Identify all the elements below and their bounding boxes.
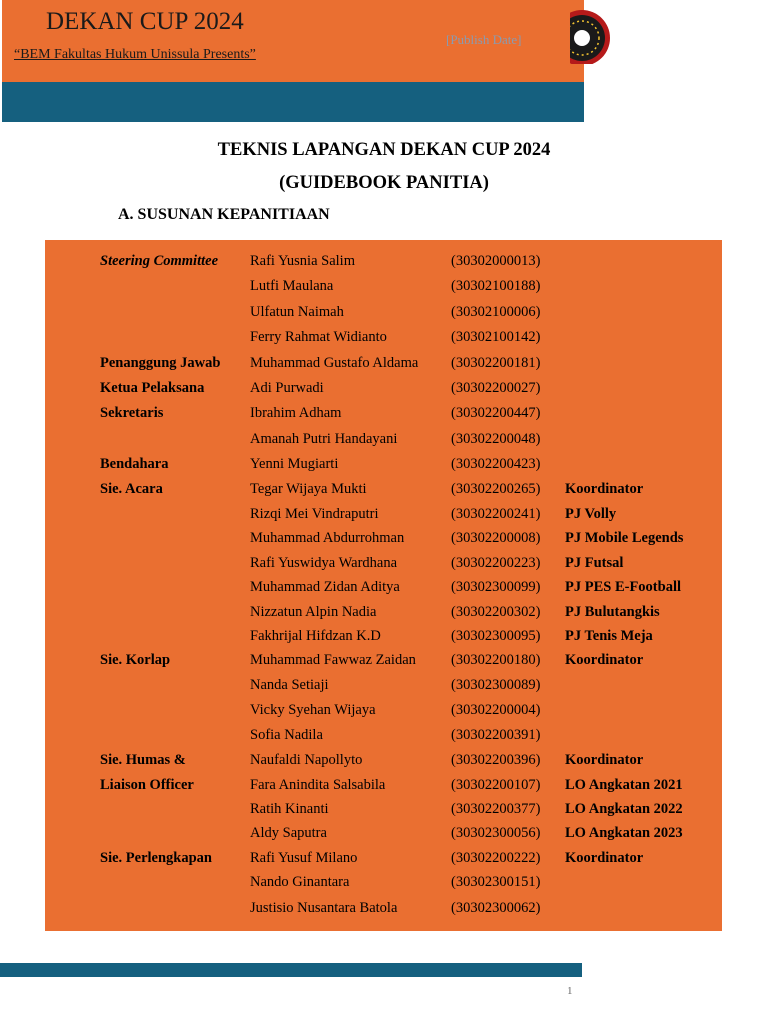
member-name: Muhammad Zidan Aditya bbox=[250, 579, 400, 595]
committee-table bbox=[45, 240, 722, 931]
member-nim: (30302200423) bbox=[451, 456, 541, 472]
committee-row bbox=[45, 329, 722, 351]
member-name: Fakhrijal Hifdzan K.D bbox=[250, 628, 381, 644]
committee-row bbox=[45, 604, 722, 626]
member-role: Koordinator bbox=[565, 481, 644, 497]
member-name: Ferry Rahmat Widianto bbox=[250, 329, 387, 345]
header-stripe bbox=[2, 82, 584, 122]
presents-subtitle: “BEM Fakultas Hukum Unissula Presents” bbox=[14, 47, 256, 62]
member-name: Yenni Mugiarti bbox=[250, 456, 339, 472]
member-role: PJ Bulutangkis bbox=[565, 604, 660, 620]
member-nim: (30302100142) bbox=[451, 329, 541, 345]
member-name: Ratih Kinanti bbox=[250, 801, 329, 817]
member-name: Tegar Wijaya Mukti bbox=[250, 481, 367, 497]
committee-row bbox=[45, 900, 722, 922]
committee-row bbox=[45, 850, 722, 872]
member-nim: (30302300056) bbox=[451, 825, 541, 841]
member-role: PJ Volly bbox=[565, 506, 617, 522]
division-label: Sie. Acara bbox=[100, 481, 163, 497]
committee-row bbox=[45, 530, 722, 552]
member-nim: (30302200396) bbox=[451, 752, 541, 768]
member-nim: (30302200180) bbox=[451, 652, 541, 668]
member-nim: (30302200008) bbox=[451, 530, 541, 546]
member-nim: (30302300062) bbox=[451, 900, 541, 916]
member-role: Koordinator bbox=[565, 850, 644, 866]
logo-emblem bbox=[570, 4, 612, 64]
member-name: Sofia Nadila bbox=[250, 727, 323, 743]
section-heading: A. SUSUNAN KEPANITIAAN bbox=[118, 206, 330, 223]
committee-row bbox=[45, 579, 722, 601]
member-nim: (30302100006) bbox=[451, 304, 541, 320]
member-nim: (30302200181) bbox=[451, 355, 541, 371]
division-label: Sie. Korlap bbox=[100, 652, 171, 668]
committee-row bbox=[45, 304, 722, 326]
member-nim: (30302300089) bbox=[451, 677, 541, 693]
member-role: PJ Tenis Meja bbox=[565, 628, 653, 644]
member-nim: (30302200027) bbox=[451, 380, 541, 396]
committee-row bbox=[45, 481, 722, 503]
committee-row bbox=[45, 278, 722, 300]
member-nim: (30302200048) bbox=[451, 431, 541, 447]
committee-row bbox=[45, 506, 722, 528]
member-nim: (30302200004) bbox=[451, 702, 541, 718]
page-number: 1 bbox=[567, 985, 573, 997]
member-nim: (30302000013) bbox=[451, 253, 541, 269]
member-name: Ibrahim Adham bbox=[250, 405, 342, 421]
footer-stripe bbox=[0, 963, 582, 977]
division-label: Penanggung Jawab bbox=[100, 355, 221, 371]
committee-row bbox=[45, 652, 722, 674]
member-role: Koordinator bbox=[565, 752, 644, 768]
member-nim: (30302200302) bbox=[451, 604, 541, 620]
member-name: Fara Anindita Salsabila bbox=[250, 777, 386, 793]
member-nim: (30302200222) bbox=[451, 850, 541, 866]
committee-row bbox=[45, 555, 722, 577]
committee-row bbox=[45, 253, 722, 275]
committee-row bbox=[45, 677, 722, 699]
member-name: Rizqi Mei Vindraputri bbox=[250, 506, 379, 522]
member-name: Nizzatun Alpin Nadia bbox=[250, 604, 377, 620]
member-name: Muhammad Gustafo Aldama bbox=[250, 355, 419, 371]
committee-row bbox=[45, 405, 722, 427]
member-nim: (30302300099) bbox=[451, 579, 541, 595]
member-nim: (30302200391) bbox=[451, 727, 541, 743]
member-role: PJ Mobile Legends bbox=[565, 530, 684, 546]
division-label: Ketua Pelaksana bbox=[100, 380, 205, 396]
committee-row bbox=[45, 380, 722, 402]
committee-row bbox=[45, 431, 722, 453]
member-name: Rafi Yuswidya Wardhana bbox=[250, 555, 398, 571]
member-nim: (30302200265) bbox=[451, 481, 541, 497]
member-nim: (30302300095) bbox=[451, 628, 541, 644]
main-title: TEKNIS LAPANGAN DEKAN CUP 2024 bbox=[217, 140, 551, 160]
member-name: Ulfatun Naimah bbox=[250, 304, 344, 320]
committee-row bbox=[45, 727, 722, 749]
member-nim: (30302200377) bbox=[451, 801, 541, 817]
division-label: Liaison Officer bbox=[100, 777, 194, 793]
committee-row bbox=[45, 702, 722, 724]
member-role: PJ Futsal bbox=[565, 555, 624, 571]
member-role: LO Angkatan 2023 bbox=[565, 825, 683, 841]
member-name: Rafi Yusuf Milano bbox=[250, 850, 358, 866]
division-label: Sekretaris bbox=[100, 405, 164, 421]
member-role: Koordinator bbox=[565, 652, 644, 668]
division-label: Bendahara bbox=[100, 456, 169, 472]
document-title: DEKAN CUP 2024 bbox=[46, 8, 244, 35]
member-role: LO Angkatan 2021 bbox=[565, 777, 683, 793]
committee-row bbox=[45, 752, 722, 774]
member-name: Vicky Syehan Wijaya bbox=[250, 702, 376, 718]
committee-row bbox=[45, 874, 722, 896]
member-nim: (30302100188) bbox=[451, 278, 541, 294]
member-name: Nando Ginantara bbox=[250, 874, 350, 890]
main-subtitle: (GUIDEBOOK PANITIA) bbox=[279, 173, 489, 193]
member-name: Amanah Putri Handayani bbox=[250, 431, 398, 447]
committee-row bbox=[45, 355, 722, 377]
member-name: Justisio Nusantara Batola bbox=[250, 900, 398, 916]
member-nim: (30302200447) bbox=[451, 405, 541, 421]
member-name: Lutfi Maulana bbox=[250, 278, 334, 294]
member-name: Adi Purwadi bbox=[250, 380, 324, 396]
division-label: Steering Committee bbox=[100, 253, 219, 269]
committee-row bbox=[45, 628, 722, 650]
member-nim: (30302200107) bbox=[451, 777, 541, 793]
committee-row bbox=[45, 777, 722, 799]
member-name: Rafi Yusnia Salim bbox=[250, 253, 355, 269]
member-nim: (30302200241) bbox=[451, 506, 541, 522]
division-label: Sie. Perlengkapan bbox=[100, 850, 212, 866]
member-role: LO Angkatan 2022 bbox=[565, 801, 683, 817]
member-nim: (30302200223) bbox=[451, 555, 541, 571]
member-name: Muhammad Fawwaz Zaidan bbox=[250, 652, 416, 668]
member-nim: (30302300151) bbox=[451, 874, 541, 890]
member-name: Naufaldi Napollyto bbox=[250, 752, 363, 768]
publish-date-placeholder: [Publish Date] bbox=[446, 32, 522, 47]
member-name: Muhammad Abdurrohman bbox=[250, 530, 405, 546]
member-name: Aldy Saputra bbox=[250, 825, 327, 841]
committee-row bbox=[45, 456, 722, 478]
member-name: Nanda Setiaji bbox=[250, 677, 329, 693]
member-role: PJ PES E-Football bbox=[565, 579, 682, 595]
division-label: Sie. Humas & bbox=[100, 752, 186, 768]
committee-row bbox=[45, 801, 722, 823]
committee-row bbox=[45, 825, 722, 847]
